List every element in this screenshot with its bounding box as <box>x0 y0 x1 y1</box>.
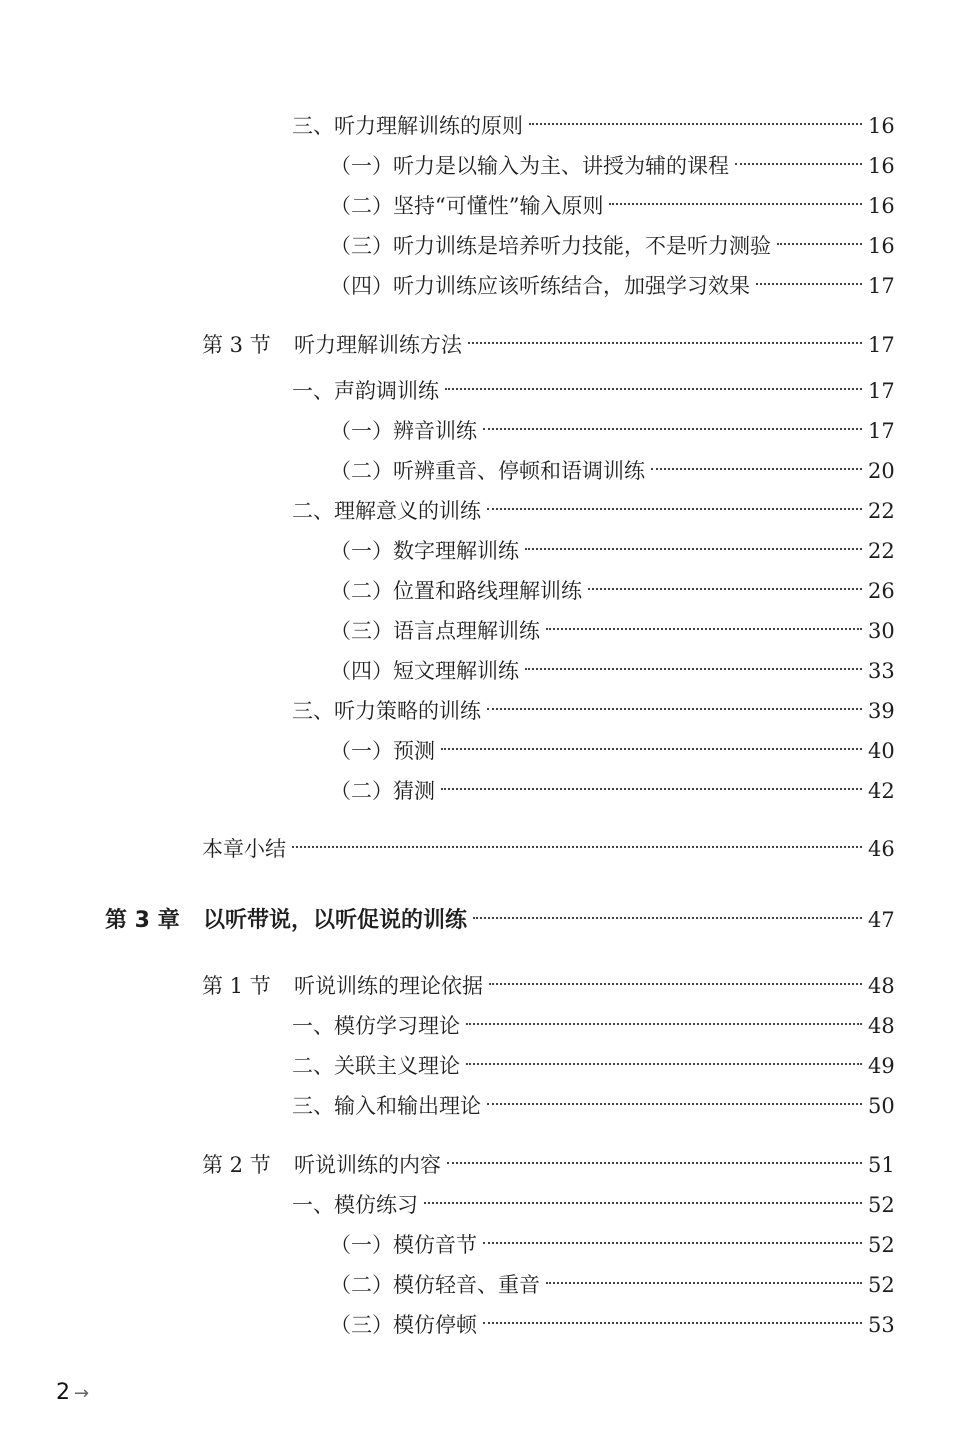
toc-entry-title: 一、模仿练习 <box>292 1193 418 1217</box>
toc-entry-title: 三、听力策略的训练 <box>292 699 481 723</box>
toc-entry <box>330 190 902 222</box>
toc-page-number: 49 <box>868 1054 895 1078</box>
leader-dots <box>441 788 862 790</box>
toc-entry <box>330 270 902 302</box>
toc-entry <box>330 575 902 607</box>
toc-entry <box>330 150 902 182</box>
toc-entry <box>330 415 902 447</box>
toc-entry-title: （一）听力是以输入为主、讲授为辅的课程 <box>330 154 729 178</box>
toc-entry-title: （四）短文理解训练 <box>330 659 519 683</box>
toc-entry-title: （一）数字理解训练 <box>330 539 519 563</box>
toc-entry-title: （四）听力训练应该听练结合，加强学习效果 <box>330 274 750 298</box>
toc-entry <box>292 110 902 142</box>
toc-page-number: 17 <box>868 419 895 443</box>
leader-dots <box>735 163 862 165</box>
chapter-number: 第 3 章 <box>105 908 180 933</box>
toc-page-number: 52 <box>868 1273 895 1297</box>
toc-entry-title: （三）听力训练是培养听力技能，不是听力测验 <box>330 234 771 258</box>
leader-dots <box>441 748 862 750</box>
toc-page-number: 47 <box>868 908 895 932</box>
leader-dots <box>525 548 862 550</box>
section-number: 第 2 节 <box>202 1153 271 1177</box>
toc-entry-title: （二）位置和路线理解训练 <box>330 579 582 603</box>
leader-dots <box>525 668 862 670</box>
leader-dots <box>546 1282 862 1284</box>
leader-dots <box>466 1063 862 1065</box>
leader-dots <box>546 628 862 630</box>
toc-entry <box>330 1269 902 1301</box>
leader-dots <box>447 1162 862 1164</box>
toc-entry <box>330 535 902 567</box>
toc-entry-title: （一）辨音训练 <box>330 419 477 443</box>
toc-entry <box>330 775 902 807</box>
leader-dots <box>483 1242 862 1244</box>
toc-page-number: 17 <box>868 274 895 298</box>
leader-dots <box>489 983 862 985</box>
toc-entry-title: 一、模仿学习理论 <box>292 1014 460 1038</box>
leader-dots <box>292 846 862 848</box>
toc-entry <box>292 1090 902 1122</box>
toc-entry-title: 三、输入和输出理论 <box>292 1094 481 1118</box>
leader-dots <box>529 123 862 125</box>
toc-entry <box>330 655 902 687</box>
section-number: 第 3 节 <box>202 333 271 357</box>
toc-page-number: 50 <box>868 1094 895 1118</box>
toc-entry <box>292 495 902 527</box>
toc-page-number: 22 <box>868 539 895 563</box>
toc-page-number: 51 <box>868 1153 895 1177</box>
toc-entry-title: 一、声韵调训练 <box>292 379 439 403</box>
toc-page-number: 26 <box>868 579 895 603</box>
toc-page-number: 42 <box>868 779 895 803</box>
toc-page-number: 39 <box>868 699 895 723</box>
toc-page-number: 17 <box>868 379 895 403</box>
leader-dots <box>777 243 862 245</box>
toc-section-entry <box>202 1149 902 1181</box>
leader-dots <box>466 1023 862 1025</box>
toc-entry-title: 二、理解意义的训练 <box>292 499 481 523</box>
toc-entry <box>330 230 902 262</box>
toc-page-number: 16 <box>868 194 895 218</box>
toc-entry <box>330 455 902 487</box>
toc-entry-title: （一）预测 <box>330 739 435 763</box>
leader-dots <box>487 708 862 710</box>
toc-entry <box>292 375 902 407</box>
leader-dots <box>473 917 862 919</box>
toc-entry-title: （二）猜测 <box>330 779 435 803</box>
leader-dots <box>424 1202 862 1204</box>
toc-page-number: 16 <box>868 234 895 258</box>
page-footer <box>56 1380 89 1405</box>
toc-entry-title: 听说训练的内容 <box>294 1153 441 1177</box>
toc-entry-title: 三、听力理解训练的原则 <box>292 114 523 138</box>
leader-dots <box>483 428 862 430</box>
toc-summary-entry <box>202 833 902 865</box>
toc-entry-title: 听力理解训练方法 <box>294 333 462 357</box>
toc-section-entry <box>202 329 902 361</box>
toc-entry <box>330 615 902 647</box>
toc-page-number: 48 <box>868 974 895 998</box>
leader-dots <box>487 508 862 510</box>
toc-page-number: 33 <box>868 659 895 683</box>
toc-page-number: 48 <box>868 1014 895 1038</box>
leader-dots <box>651 468 862 470</box>
toc-entry-title: （二）模仿轻音、重音 <box>330 1273 540 1297</box>
toc-page-number: 20 <box>868 459 895 483</box>
toc-entry <box>330 1309 902 1341</box>
toc-page-number: 22 <box>868 499 895 523</box>
leader-dots <box>588 588 862 590</box>
toc-page-number: 16 <box>868 114 895 138</box>
leader-dots <box>483 1322 862 1324</box>
toc-entry <box>292 1189 902 1221</box>
toc-entry-title: （三）语言点理解训练 <box>330 619 540 643</box>
toc-entry-title: 本章小结 <box>202 837 286 861</box>
toc-page-number: 40 <box>868 739 895 763</box>
section-number: 第 1 节 <box>202 974 271 998</box>
toc-chapter-entry <box>105 904 902 936</box>
leader-dots <box>487 1103 862 1105</box>
arrow-icon: → <box>74 1383 90 1404</box>
toc-page-number: 30 <box>868 619 895 643</box>
toc-entry <box>330 1229 902 1261</box>
toc-entry <box>292 695 902 727</box>
toc-entry <box>292 1050 902 1082</box>
leader-dots <box>445 388 862 390</box>
toc-page-number: 16 <box>868 154 895 178</box>
toc-entry-title: （一）模仿音节 <box>330 1233 477 1257</box>
leader-dots <box>756 283 862 285</box>
leader-dots <box>468 342 862 344</box>
page-number: 2 <box>56 1380 70 1405</box>
toc-entry <box>330 735 902 767</box>
toc-entry-title: （三）模仿停顿 <box>330 1313 477 1337</box>
toc-page-number: 17 <box>868 333 895 357</box>
toc-page-number: 53 <box>868 1313 895 1337</box>
toc-page-number: 52 <box>868 1193 895 1217</box>
leader-dots <box>609 203 862 205</box>
toc-entry-title: （二）坚持“可懂性”输入原则 <box>330 194 604 218</box>
toc-entry <box>292 1010 902 1042</box>
toc-entry-title: 以听带说，以听促说的训练 <box>203 908 468 933</box>
toc-entry-title: 二、关联主义理论 <box>292 1054 460 1078</box>
toc-entry-title: 听说训练的理论依据 <box>294 974 483 998</box>
toc-section-entry <box>202 970 902 1002</box>
toc-entry-title: （二）听辨重音、停顿和语调训练 <box>330 459 645 483</box>
toc-page-number: 52 <box>868 1233 895 1257</box>
toc-page-number: 46 <box>868 837 895 861</box>
